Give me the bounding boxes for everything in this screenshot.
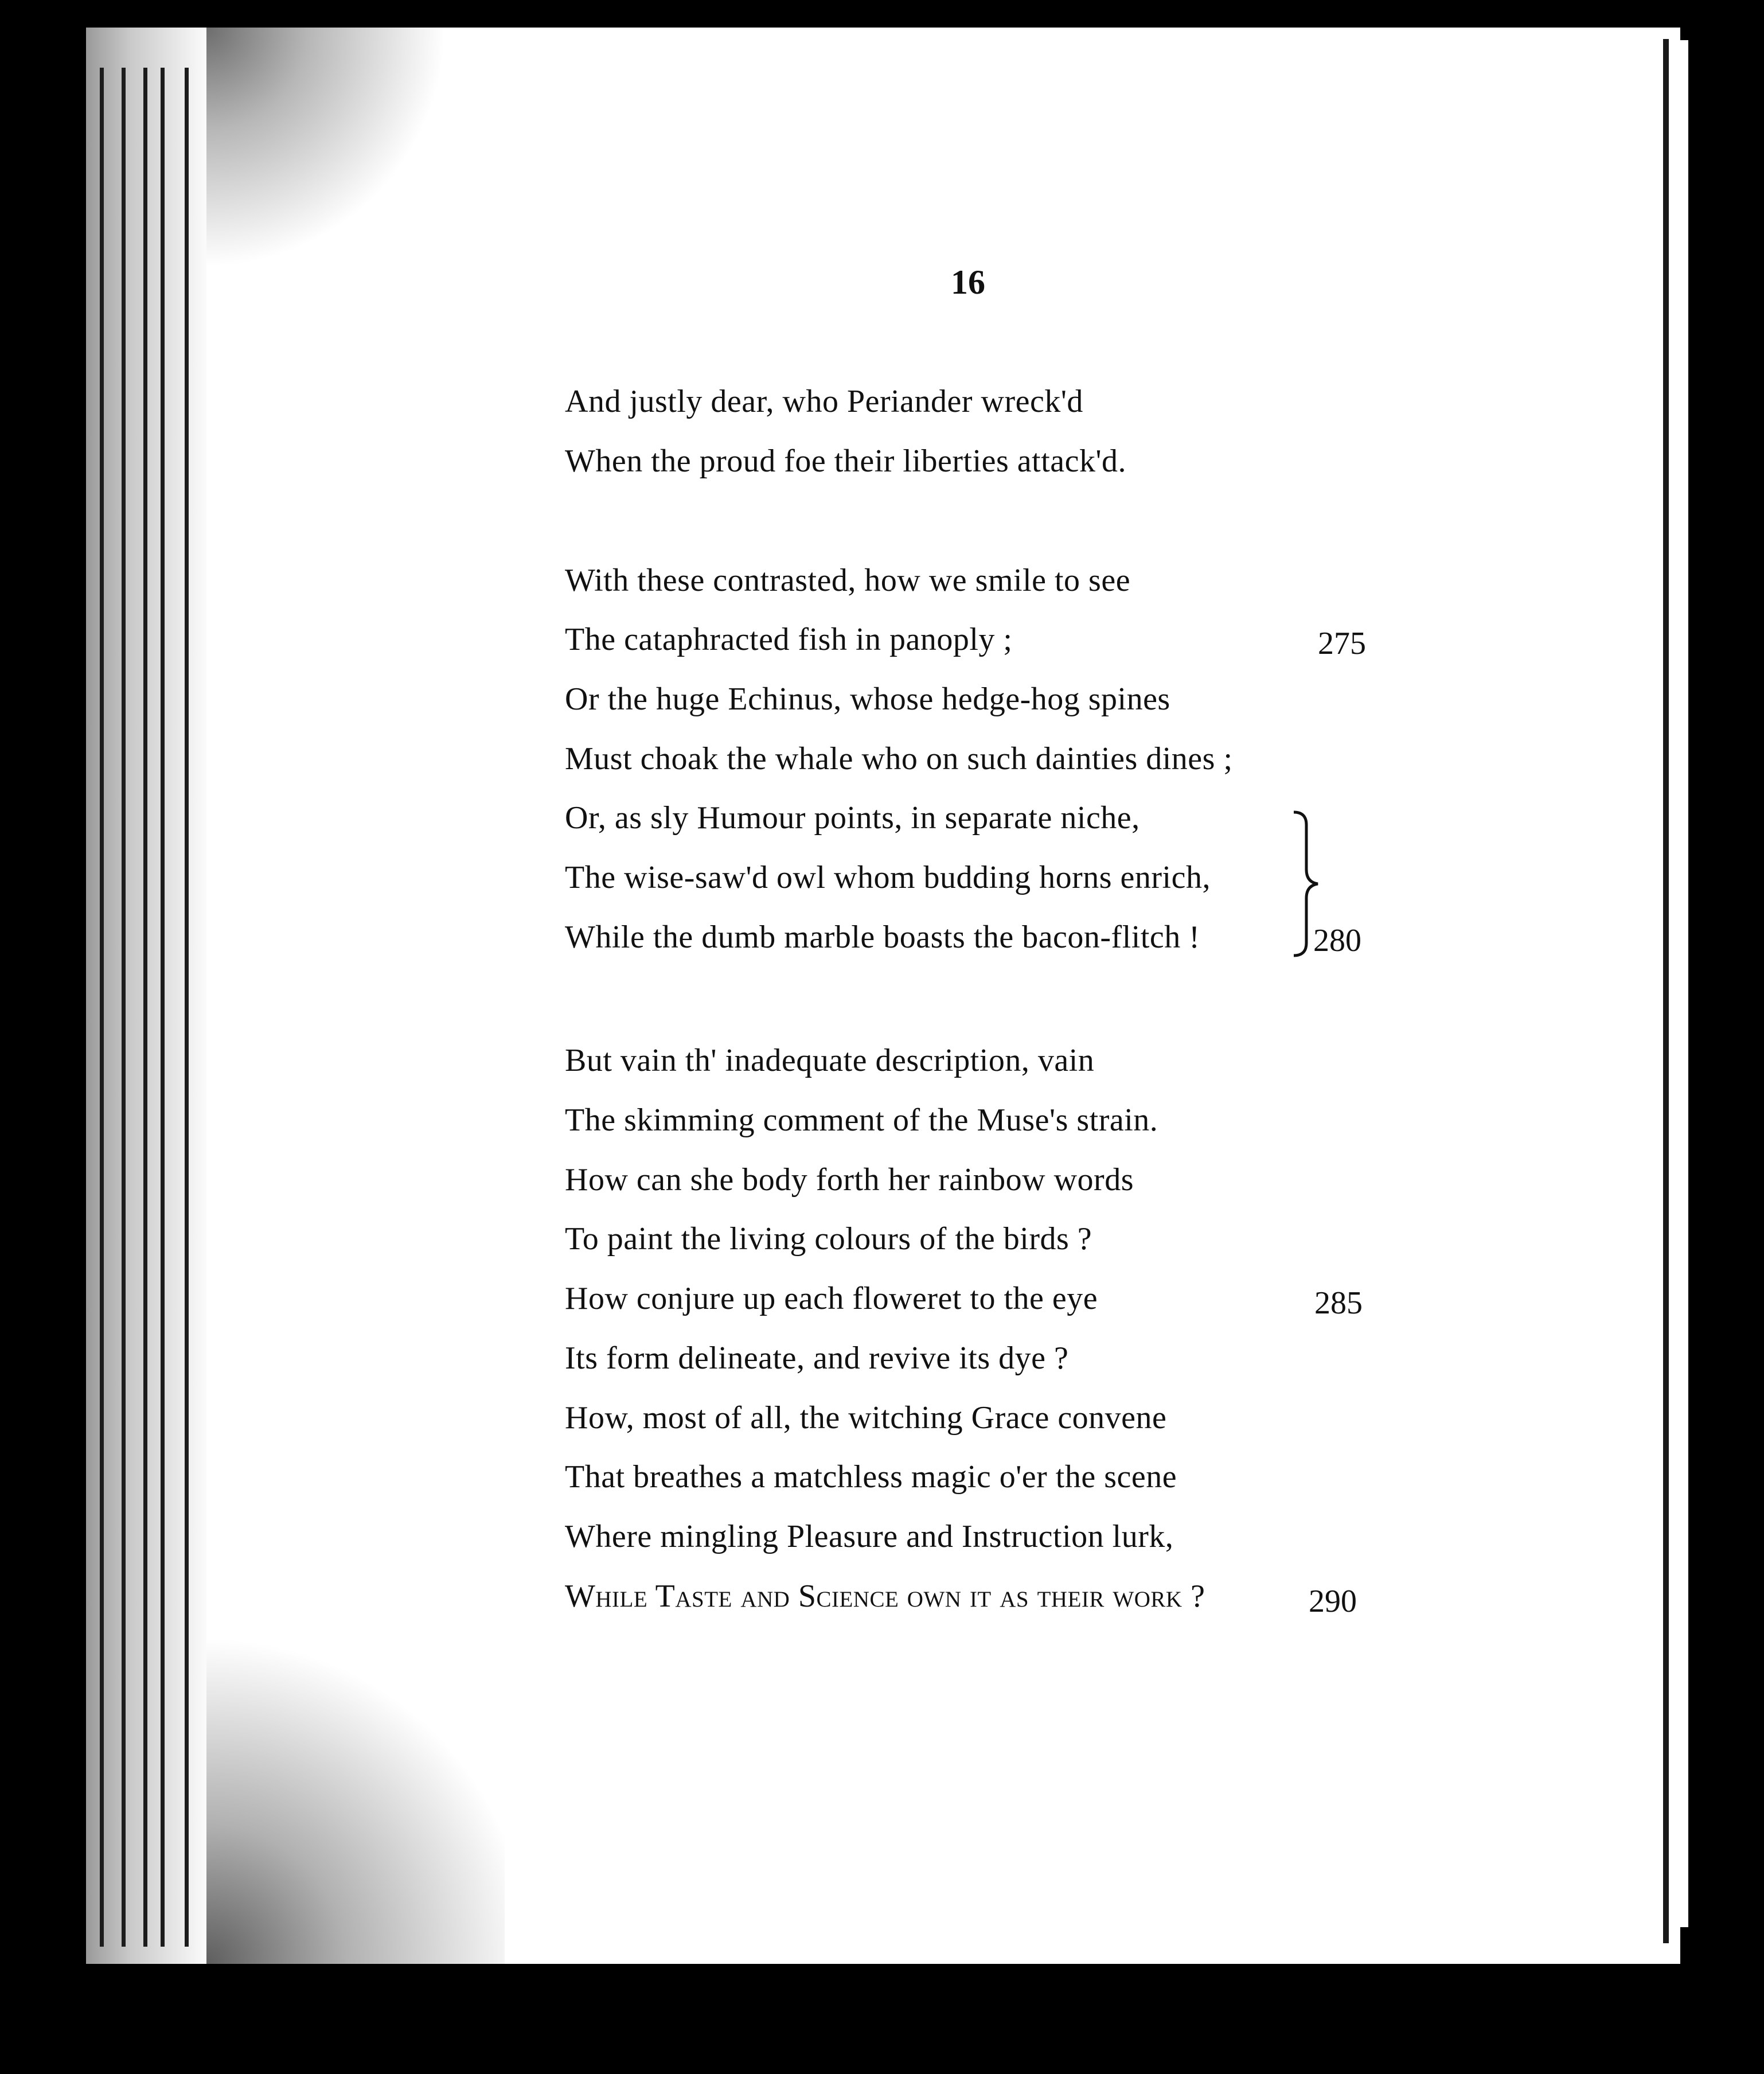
line-number: 280: [1313, 923, 1361, 958]
book-page-block: [86, 28, 1680, 1964]
poem-line: When the proud foe their liberties attack'd.: [565, 443, 1127, 479]
poem-line: While Taste and Science own it as their work ?: [565, 1578, 1205, 1614]
poem-line: And justly dear, who Periander wreck'd: [565, 384, 1083, 419]
poem-line: Where mingling Pleasure and Instruction lurk,: [565, 1519, 1174, 1554]
line-number: 275: [1318, 626, 1366, 661]
poem-line: How conjure up each floweret to the eye: [565, 1281, 1098, 1316]
page-edge-line: [161, 68, 165, 1947]
adjacent-page-edge: [1680, 40, 1688, 1927]
poem-line: How can she body forth her rainbow words: [565, 1162, 1134, 1198]
poem-line: To paint the living colours of the birds ?: [565, 1221, 1092, 1257]
page-shadow-bottom-left: [206, 1608, 505, 1964]
page-edge-line: [143, 68, 147, 1947]
page-shadow-top-left: [206, 28, 447, 268]
poem-line: Its form delineate, and revive its dye ?: [565, 1340, 1069, 1376]
poem-line: Or the huge Echinus, whose hedge-hog spines: [565, 681, 1170, 717]
page-edge-line: [122, 68, 126, 1947]
scan-right-margin: [1686, 0, 1764, 2074]
poem-line: While the dumb marble boasts the bacon-flitch !: [565, 919, 1200, 955]
poem-line: The wise-saw'd owl whom budding horns enrich,: [565, 860, 1211, 895]
poem-line: How, most of all, the witching Grace convene: [565, 1400, 1167, 1436]
line-number: 285: [1314, 1285, 1363, 1321]
poem-line: But vain th' inadequate description, vain: [565, 1043, 1095, 1078]
poem-line: Or, as sly Humour points, in separate niche,: [565, 800, 1140, 836]
line-number: 290: [1309, 1584, 1357, 1619]
page-edge-line: [185, 68, 189, 1947]
page-fold-line: [1663, 39, 1669, 1943]
poem-line: The cataphracted fish in panoply ;: [565, 622, 1013, 657]
book-page: [206, 28, 1680, 1964]
poem-line: That breathes a matchless magic o'er the scene: [565, 1459, 1177, 1495]
page-edge-line: [100, 68, 104, 1947]
poem-line: With these contrasted, how we smile to see: [565, 563, 1131, 598]
page-number: 16: [951, 263, 985, 301]
poem-line: The skimming comment of the Muse's strain.: [565, 1102, 1158, 1138]
poem-line: Must choak the whale who on such dainties dines ;: [565, 741, 1233, 777]
page-edge-shading: [86, 28, 212, 1964]
